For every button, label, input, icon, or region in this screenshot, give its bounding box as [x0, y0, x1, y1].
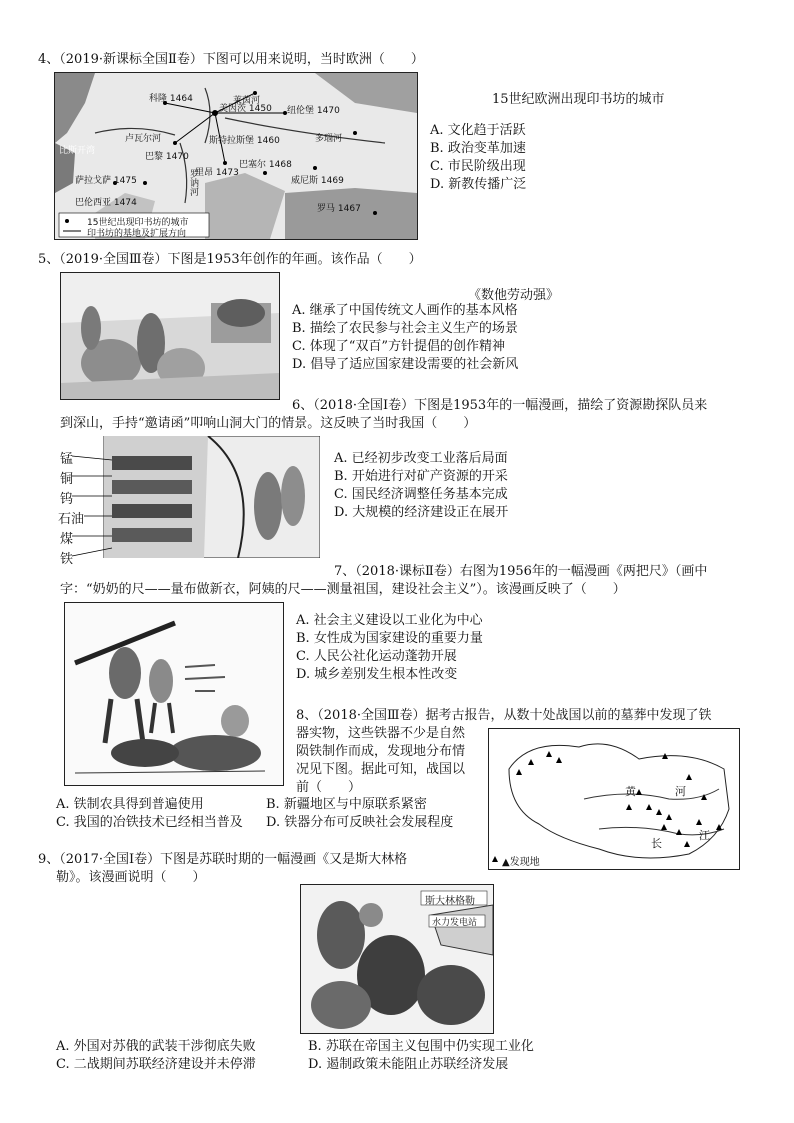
q5-painting [60, 272, 280, 400]
river-chang: 长 [651, 837, 662, 850]
city-valencia: 巴伦西亚 1474 [75, 198, 137, 208]
q6-stem-line1: 6、（2018·全国Ⅰ卷）下图是1953年的一幅漫画，描绘了资源勘探队员来 [292, 398, 708, 413]
sea-biscay: 比斯开湾 [59, 146, 96, 156]
q4-option-b[interactable]: B. 政治变革加速 [430, 141, 526, 156]
q5-option-d[interactable]: D. 倡导了适应国家建设需要的社会新风 [292, 357, 519, 372]
q8-option-a[interactable]: A. 铁制农具得到普遍使用 [56, 797, 204, 812]
q6-option-c[interactable]: C. 国民经济调整任务基本完成 [334, 487, 508, 502]
river-rhone: 罗讷河 [188, 169, 198, 196]
city-mainz: 美因茨 1450 [219, 104, 272, 114]
q9-option-a[interactable]: A. 外国对苏俄的武装干涉彻底失败 [56, 1039, 256, 1054]
q9-cartoon [300, 884, 494, 1034]
q8-stem-line2: 器实物，这些铁器不少是自然 [296, 726, 466, 741]
q6-option-d[interactable]: D. 大规模的经济建设正在展开 [334, 505, 509, 520]
q7-option-b[interactable]: B. 女性成为国家建设的重要力量 [296, 631, 483, 646]
q6-option-b[interactable]: B. 开始进行对矿产资源的开采 [334, 469, 508, 484]
q9-stem-line1: 9、（2017·全国Ⅰ卷）下图是苏联时期的一幅漫画《又是斯大林格 [38, 852, 408, 867]
q5-stem: 5、（2019·全国Ⅲ卷）下图是1953年创作的年画。该作品（ ） [38, 252, 422, 267]
mineral-tungsten: 钨 [60, 492, 74, 507]
q9-stem-line2: 勒》。该漫画说明（ ） [56, 870, 206, 885]
map-legend: ▲发现地 [502, 857, 540, 868]
map-legend-arrow: 印书坊的基地及扩展方向 [87, 229, 187, 239]
mineral-copper: 铜 [60, 472, 74, 487]
cartoon-label-hydropower: 水力发电站 [432, 918, 478, 928]
q9-option-c[interactable]: C. 二战期间苏联经济建设并未停滞 [56, 1057, 256, 1072]
q5-option-b[interactable]: B. 描绘了农民参与社会主义生产的场景 [292, 321, 518, 336]
q8-option-c[interactable]: C. 我国的冶铁技术已经相当普及 [56, 815, 243, 830]
river-huang: 黄 [625, 785, 636, 798]
q6-cartoon [58, 436, 320, 567]
q6-option-a[interactable]: A. 已经初步改变工业落后局面 [334, 451, 508, 466]
q7-stem-line1: 7、（2018·课标Ⅱ卷）右图为1956年的一幅漫画《两把尺》（画中 [334, 564, 708, 579]
q4-europe-map [54, 72, 418, 240]
q8-option-d[interactable]: D. 铁器分布可反映社会发展程度 [266, 815, 454, 830]
city-basel: 巴塞尔 1468 [239, 160, 292, 170]
city-nuremberg: 纽伦堡 1470 [287, 106, 340, 116]
city-paris: 巴黎 1470 [145, 152, 189, 162]
city-rome: 罗马 1467 [317, 204, 361, 214]
river-rhine: 莱茵河 [233, 96, 261, 106]
q7-option-a[interactable]: A. 社会主义建设以工业化为中心 [296, 613, 483, 628]
city-venice: 威尼斯 1469 [291, 176, 344, 186]
mineral-iron: 铁 [60, 552, 74, 567]
q7-stem-line2: 字：“奶奶的尺——量布做新衣，阿姨的尺——测量祖国，建设社会主义”）。该漫画反映了（ ） [60, 582, 626, 597]
river-danube: 多瑙河 [315, 134, 343, 144]
mineral-petroleum: 石油 [58, 512, 85, 527]
q4-option-c[interactable]: C. 市民阶级出现 [430, 159, 526, 174]
mineral-manganese: 锰 [60, 452, 74, 467]
river-loire: 卢瓦尔河 [125, 134, 162, 144]
q5-painting-title: 《数他劳动强》 [468, 288, 560, 303]
city-strasbourg: 斯特拉斯堡 1460 [209, 136, 280, 146]
q8-stem-line3: 陨铁制作而成，发现地分布情 [296, 744, 466, 759]
mineral-coal: 煤 [60, 532, 74, 547]
q8-stem-line5: 前（ ） [296, 780, 362, 795]
city-lyon: 里昂 1473 [195, 168, 239, 178]
q6-stem-line2: 到深山，手持“邀请函”叩响山洞大门的情景。这反映了当时我国（ ） [60, 416, 477, 431]
cartoon-label-stalingrad: 斯大林格勒 [425, 896, 475, 907]
q5-option-a[interactable]: A. 继承了中国传统文人画作的基本风格 [292, 303, 518, 318]
q4-map-caption: 15世纪欧洲出现印书坊的城市 [492, 92, 665, 107]
city-zaragoza: 萨拉戈萨 1475 [75, 176, 137, 186]
river-jiang: 江 [699, 829, 710, 842]
q7-option-c[interactable]: C. 人民公社化运动蓬勃开展 [296, 649, 457, 664]
q4-option-a[interactable]: A. 文化趋于活跃 [430, 123, 526, 138]
q7-option-d[interactable]: D. 城乡差别发生根本性改变 [296, 667, 458, 682]
map-legend-city: 15世纪出现印书坊的城市 [87, 218, 189, 228]
q8-option-b[interactable]: B. 新疆地区与中原联系紧密 [266, 797, 427, 812]
q4-option-d[interactable]: D. 新教传播广泛 [430, 177, 527, 192]
q8-stem-line1: 8、（2018·全国Ⅲ卷）据考古报告，从数十处战国以前的墓葬中发现了铁 [296, 708, 712, 723]
q7-cartoon [64, 602, 284, 786]
river-he: 河 [675, 785, 686, 798]
q9-option-b[interactable]: B. 苏联在帝国主义包围中仍实现工业化 [308, 1039, 534, 1054]
city-cologne: 科隆 1464 [149, 94, 193, 104]
q4-stem: 4、（2019·新课标全国Ⅱ卷）下图可以用来说明，当时欧洲（ ） [38, 52, 424, 67]
q5-option-c[interactable]: C. 体现了“双百”方针提倡的创作精神 [292, 339, 506, 354]
q9-option-d[interactable]: D. 遏制政策未能阻止苏联经济发展 [308, 1057, 509, 1072]
q8-stem-line4: 况见下图。据此可知，战国以 [296, 762, 466, 777]
q8-china-map [488, 728, 740, 870]
